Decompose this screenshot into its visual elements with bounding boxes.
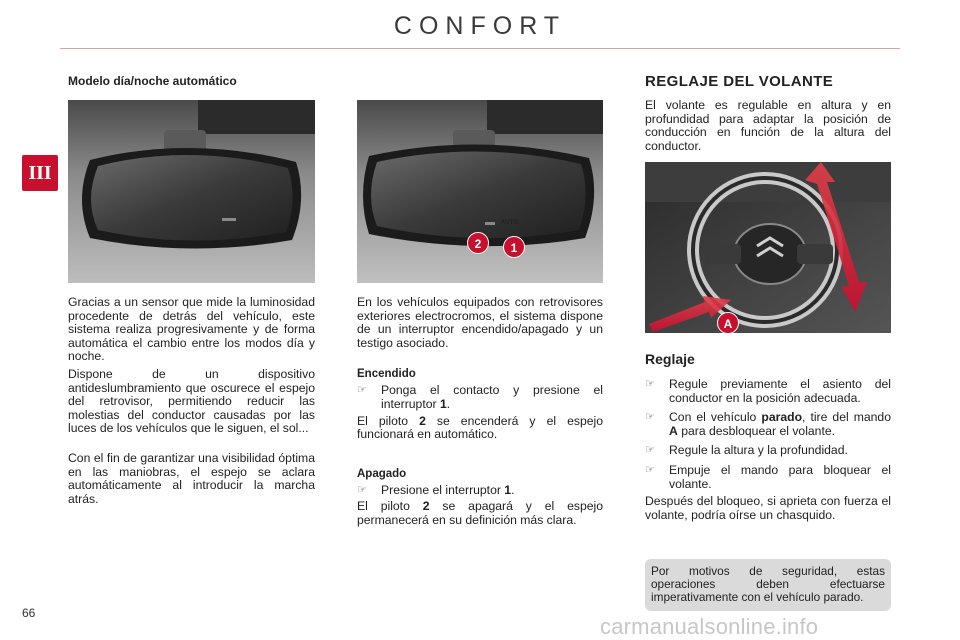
paragraph-click-noise: Después del bloqueo, si aprieta con fuerza el volante, podría oírse un chasquido.	[645, 494, 891, 522]
paragraph-reverse: Con el fin de garantizar una visibilidad óptima en las maniobras, el espejo se aclara automáticamente al introducir la marcha atrás.	[68, 450, 315, 506]
bullet-hand-icon: ☞	[645, 411, 655, 424]
mirror-switch-photo	[357, 100, 603, 283]
chapter-tab: III	[22, 155, 58, 191]
bullet-apagado: ☞ Presione el interruptor 1.	[357, 482, 515, 497]
bullet-text: Empuje el mando para bloquear el volante.	[669, 462, 891, 491]
mirror-switch-illustration	[357, 100, 603, 283]
mirror-illustration	[68, 100, 315, 283]
page-number: 66	[22, 606, 36, 620]
section-heading-day-night: Modelo día/noche automático	[68, 74, 237, 88]
bullet-hand-icon: ☞	[645, 463, 655, 476]
bullet-text: Presione el interruptor	[381, 482, 501, 497]
safety-note-text: Por motivos de seguridad, estas operaciones deben efectuarse imperativamente con el vehículo parado.	[651, 564, 885, 604]
bullet-seat	[645, 378, 891, 405]
header-divider	[60, 48, 900, 49]
bullet-text: Regule la altura y la profundidad.	[669, 443, 848, 458]
paragraph-steering-intro: El volante es regulable en altura y en profundidad para adaptar la posición de conducción en función de la altura del conductor.	[645, 98, 891, 153]
column-2	[357, 296, 603, 528]
reglaje-bullets	[645, 378, 891, 522]
callout-2: 2	[467, 232, 489, 254]
paragraph-antiglare: Dispone de un dispositivo antideslumbramiento que oscurece el espejo del retrovisor, permitiendo reducir las molestias del conductor causadas por las luces de los vehículos que le siguen, el sol...	[68, 366, 315, 436]
bullet-encendido: ☞ Ponga el contacto y presione el interruptor 1.	[357, 383, 603, 411]
heading-apagado: Apagado	[357, 467, 407, 480]
mirror-photo	[68, 100, 315, 283]
bullet-text: Ponga el contacto y presione el interruptor	[381, 383, 603, 411]
paragraph-pilot-on: El piloto 2 se encenderá y el espejo funcionará en automático.	[357, 413, 604, 442]
bullet-hand-icon: ☞	[357, 384, 367, 397]
subheading-reglaje: Reglaje	[645, 351, 695, 367]
watermark: carmanualsonline.info	[600, 614, 819, 639]
bullet-hand-icon: ☞	[357, 483, 367, 496]
heading-encendido: Encendido	[357, 368, 416, 381]
auto-label: AUTO	[501, 220, 518, 226]
bullet-text: Regule previamente el asiento del conductor en la posición adecuada.	[669, 377, 891, 405]
paragraph-pilot-off: El piloto 2 se apagará y el espejo permanecerá en su definición más clara.	[357, 499, 604, 527]
paragraph-sensor: Gracias a un sensor que mide la luminosidad procedente de detrás del vehículo, este sistema realiza progresivamente y de forma automática el cambio entre los modos día y noche.	[68, 295, 315, 364]
bullet-lock	[645, 464, 891, 491]
column-1	[68, 296, 315, 506]
page-title: CONFORT	[393, 12, 567, 40]
section-title-steering: REGLAJE DEL VOLANTE	[645, 73, 834, 90]
bullet-number: 1	[504, 482, 512, 497]
steering-wheel-photo	[645, 162, 891, 333]
safety-note-box	[645, 559, 891, 611]
bullet-unlock: ☞ Con el vehículo parado, tire del mando A para desbloquear el volante.	[645, 410, 891, 438]
steering-wheel-illustration	[645, 162, 891, 333]
paragraph-electrochrome: En los vehículos equipados con retrovisores exteriores electrocromos, el sistema dispone de un interruptor encendido/apagado y un testigo asociado.	[357, 295, 603, 350]
bullet-adjust	[645, 444, 891, 458]
callout-a: A	[717, 312, 739, 333]
bullet-hand-icon: ☞	[645, 378, 655, 390]
bullet-hand-icon: ☞	[645, 444, 655, 457]
callout-1: 1	[503, 236, 525, 258]
bullet-number: 1	[439, 396, 447, 411]
